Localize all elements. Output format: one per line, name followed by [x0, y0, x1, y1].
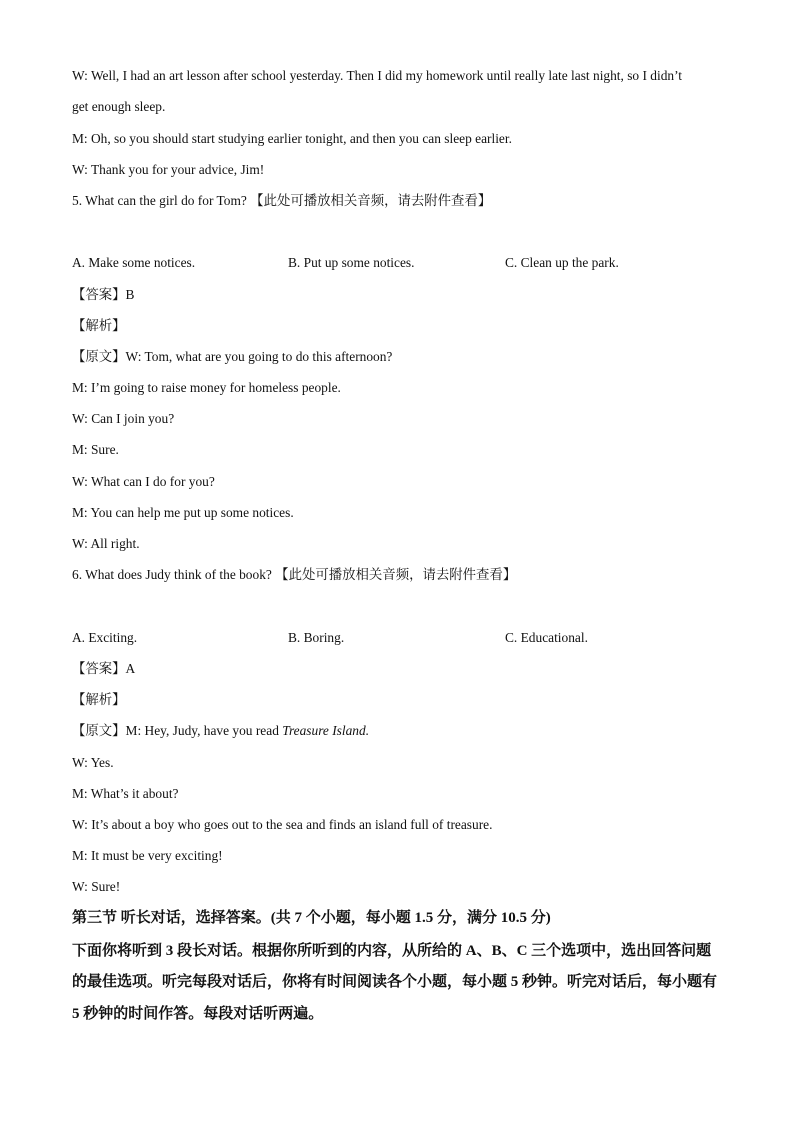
- q6-option-a: A. Exciting.: [72, 630, 138, 645]
- q5-option-c: C. Clean up the park.: [505, 255, 619, 270]
- dialog-line: W: Thank you for your advice, Jim!: [72, 162, 265, 177]
- q5-transcript-line: W: Can I join you?: [72, 411, 175, 426]
- q5-transcript-line: M: You can help me put up some notices.: [72, 505, 294, 520]
- q6-transcript-line: M: It must be very exciting!: [72, 848, 223, 863]
- q5-transcript-line: W: All right.: [72, 536, 140, 551]
- dialog-line: get enough sleep.: [72, 99, 166, 114]
- section-instructions: 下面你将听到 3 段长对话。根据你所听到的内容，从所给的 A、B、C 三个选项中，选出回答问题的最佳选项。听完每段对话后，你将有时间阅读各个小题，每小题 5 秒钟。听完对话后，每小题有 5 秒钟的时间作答。每段对话听两遍。: [72, 943, 718, 1022]
- q6-transcript-prefix: 【原文】M: Hey, Judy, have you read: [72, 723, 283, 738]
- section-heading: 第三节 听长对话，选择答案。(共 7 个小题，每小题 1.5 分，满分 10.5 分): [72, 910, 551, 926]
- dialog-line: W: Well, I had an art lesson after school yesterday. Then I did my homework until really late last night, so I didn’t: [72, 68, 683, 83]
- q5-transcript-line: M: I’m going to raise money for homeless people.: [72, 380, 341, 395]
- book-title: Treasure Island.: [282, 723, 370, 738]
- q6-transcript-line: W: Yes.: [72, 755, 114, 770]
- q5-answer: 【答案】B: [72, 287, 135, 302]
- question-6: 6. What does Judy think of the book? 【此处可播放相关音频，请去附件查看】: [72, 567, 517, 582]
- q6-answer: 【答案】A: [72, 661, 136, 676]
- q6-option-b: B. Boring.: [288, 630, 345, 645]
- dialog-line: M: Oh, so you should start studying earlier tonight, and then you can sleep earlier.: [72, 131, 512, 146]
- q6-option-c: C. Educational.: [505, 630, 588, 645]
- q6-transcript-line: W: Sure!: [72, 879, 121, 894]
- q6-transcript-first-line: [72, 722, 369, 740]
- q6-transcript-line: M: What’s it about?: [72, 786, 179, 801]
- q5-option-b: B. Put up some notices.: [288, 255, 415, 270]
- q5-transcript-line: W: What can I do for you?: [72, 474, 215, 489]
- q5-analysis-label: 【解析】: [72, 318, 126, 333]
- q5-option-a: A. Make some notices.: [72, 255, 196, 270]
- q6-transcript-line: W: It’s about a boy who goes out to the sea and finds an island full of treasure.: [72, 817, 493, 832]
- q5-transcript-line: M: Sure.: [72, 442, 119, 457]
- question-5: 5. What can the girl do for Tom? 【此处可播放相关音频，请去附件查看】: [72, 193, 492, 208]
- q6-analysis-label: 【解析】: [72, 692, 126, 707]
- q5-transcript-line: 【原文】W: Tom, what are you going to do this afternoon?: [72, 349, 393, 364]
